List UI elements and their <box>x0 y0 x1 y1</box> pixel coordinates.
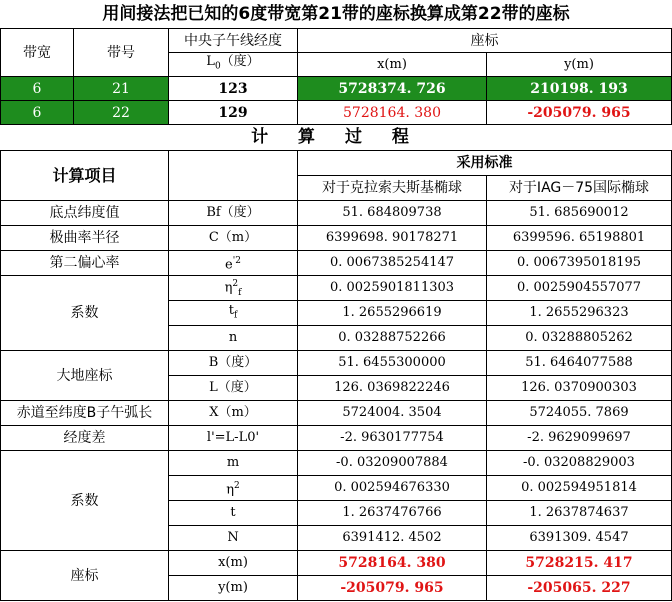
header-l0: $L_0$（度） <box>169 53 298 77</box>
cell-t-2[interactable]: 1. 2637874637 <box>487 501 672 526</box>
cell-e2-1[interactable]: 0. 0067385254147 <box>298 251 487 276</box>
row-symbol-eta-f: $\eta^2_f$ <box>169 276 298 301</box>
row-symbol-bf: Bf（度） <box>169 201 298 226</box>
cell-t-f-2[interactable]: 1. 2655296323 <box>487 301 672 326</box>
cell-bf-2[interactable]: 51. 685690012 <box>487 201 672 226</box>
cell-dl-1[interactable]: -2. 9630177754 <box>298 426 487 451</box>
row-symbol-t: t <box>169 501 298 526</box>
cell-m-1[interactable]: -0. 03209007884 <box>298 451 487 476</box>
row-symbol-arc: X（m） <box>169 401 298 426</box>
header-central-meridian: 中央子午线经度 <box>169 29 298 53</box>
cell-n-1[interactable]: 0. 03288752266 <box>298 326 487 351</box>
cell-l0-1[interactable]: 123 <box>169 77 298 101</box>
cell-y-1[interactable]: 210198. 193 <box>487 77 672 101</box>
cell-band-1[interactable]: 21 <box>74 77 169 101</box>
row-label-geo: 大地座标 <box>1 351 169 401</box>
section-title: 计 算 过 程 <box>251 127 421 147</box>
cell-bf-1[interactable]: 51. 684809738 <box>298 201 487 226</box>
row-label-coord: 座标 <box>1 551 169 601</box>
header-coords: 座标 <box>298 29 672 53</box>
header-y: y(m) <box>487 53 672 77</box>
row-symbol-e2: $e^{'2}$ <box>169 251 298 276</box>
row-label-coef1: 系数 <box>1 276 169 351</box>
cell-m-2[interactable]: -0. 03208829003 <box>487 451 672 476</box>
row-symbol-b: B（度） <box>169 351 298 376</box>
row-label-dl: 经度差 <box>1 426 169 451</box>
cell-y-result-1[interactable]: -205079. 965 <box>298 576 487 601</box>
cell-c-1[interactable]: 6399698. 90178271 <box>298 226 487 251</box>
row-symbol-c: C（m） <box>169 226 298 251</box>
header-blank <box>169 151 298 201</box>
header-x: x(m) <box>298 53 487 77</box>
cell-arc-1[interactable]: 5724004. 3504 <box>298 401 487 426</box>
cell-n-2[interactable]: 0. 03288805262 <box>487 326 672 351</box>
band-table <box>0 28 672 125</box>
cell-x-1[interactable]: 5728374. 726 <box>298 77 487 101</box>
row-symbol-t-f: $t_f$ <box>169 301 298 326</box>
row-label-e2: 第二偏心率 <box>1 251 169 276</box>
cell-arc-2[interactable]: 5724055. 7869 <box>487 401 672 426</box>
cell-width-2[interactable]: 6 <box>1 101 74 125</box>
cell-e2-2[interactable]: 0. 0067395018195 <box>487 251 672 276</box>
cell-N-2[interactable]: 6391309. 4547 <box>487 526 672 551</box>
cell-eta-f-2[interactable]: 0. 0025904557077 <box>487 276 672 301</box>
cell-x-2[interactable]: 5728164. 380 <box>298 101 487 125</box>
cell-eta-f-1[interactable]: 0. 0025901811303 <box>298 276 487 301</box>
cell-c-2[interactable]: 6399596. 65198801 <box>487 226 672 251</box>
row-label-arc: 赤道至纬度B子午弧长 <box>1 401 169 426</box>
cell-N-1[interactable]: 6391412. 4502 <box>298 526 487 551</box>
sheet-title: 用间接法把已知的6度带宽第21带的座标换算成第22带的座标 <box>102 4 570 24</box>
cell-dl-2[interactable]: -2. 9629099697 <box>487 426 672 451</box>
row-label-bf: 底点纬度值 <box>1 201 169 226</box>
cell-eta-1[interactable]: 0. 002594676330 <box>298 476 487 501</box>
row-symbol-x: x(m) <box>169 551 298 576</box>
row-label-coef2: 系数 <box>1 451 169 551</box>
row-symbol-eta: $\eta^2$ <box>169 476 298 501</box>
cell-l0-2[interactable]: 129 <box>169 101 298 125</box>
cell-l-2[interactable]: 126. 0370900303 <box>487 376 672 401</box>
cell-band-2[interactable]: 22 <box>74 101 169 125</box>
cell-b-2[interactable]: 51. 6464077588 <box>487 351 672 376</box>
row-symbol-N: N <box>169 526 298 551</box>
header-calc-item: 计算项目 <box>1 151 169 201</box>
cell-t-1[interactable]: 1. 2637476766 <box>298 501 487 526</box>
header-standard: 采用标准 <box>298 151 672 176</box>
cell-l-1[interactable]: 126. 0369822246 <box>298 376 487 401</box>
cell-eta-2[interactable]: 0. 002594951814 <box>487 476 672 501</box>
cell-x-result-1[interactable]: 5728164. 380 <box>298 551 487 576</box>
cell-width-1[interactable]: 6 <box>1 77 74 101</box>
row-symbol-l: L（度） <box>169 376 298 401</box>
header-band-width: 带宽 <box>1 29 74 77</box>
row-label-c: 极曲率半径 <box>1 226 169 251</box>
calc-table <box>0 150 672 601</box>
header-ellipsoid-2: 对于IAG－75国际椭球 <box>487 176 672 201</box>
row-symbol-m: m <box>169 451 298 476</box>
cell-y-2[interactable]: -205079. 965 <box>487 101 672 125</box>
header-ellipsoid-1: 对于克拉索夫斯基椭球 <box>298 176 487 201</box>
header-band-no: 带号 <box>74 29 169 77</box>
cell-b-1[interactable]: 51. 6455300000 <box>298 351 487 376</box>
cell-t-f-1[interactable]: 1. 2655296619 <box>298 301 487 326</box>
row-symbol-n: n <box>169 326 298 351</box>
row-symbol-dl: l'=L-L0' <box>169 426 298 451</box>
cell-x-result-2[interactable]: 5728215. 417 <box>487 551 672 576</box>
row-symbol-y: y(m) <box>169 576 298 601</box>
cell-y-result-2[interactable]: -205065. 227 <box>487 576 672 601</box>
